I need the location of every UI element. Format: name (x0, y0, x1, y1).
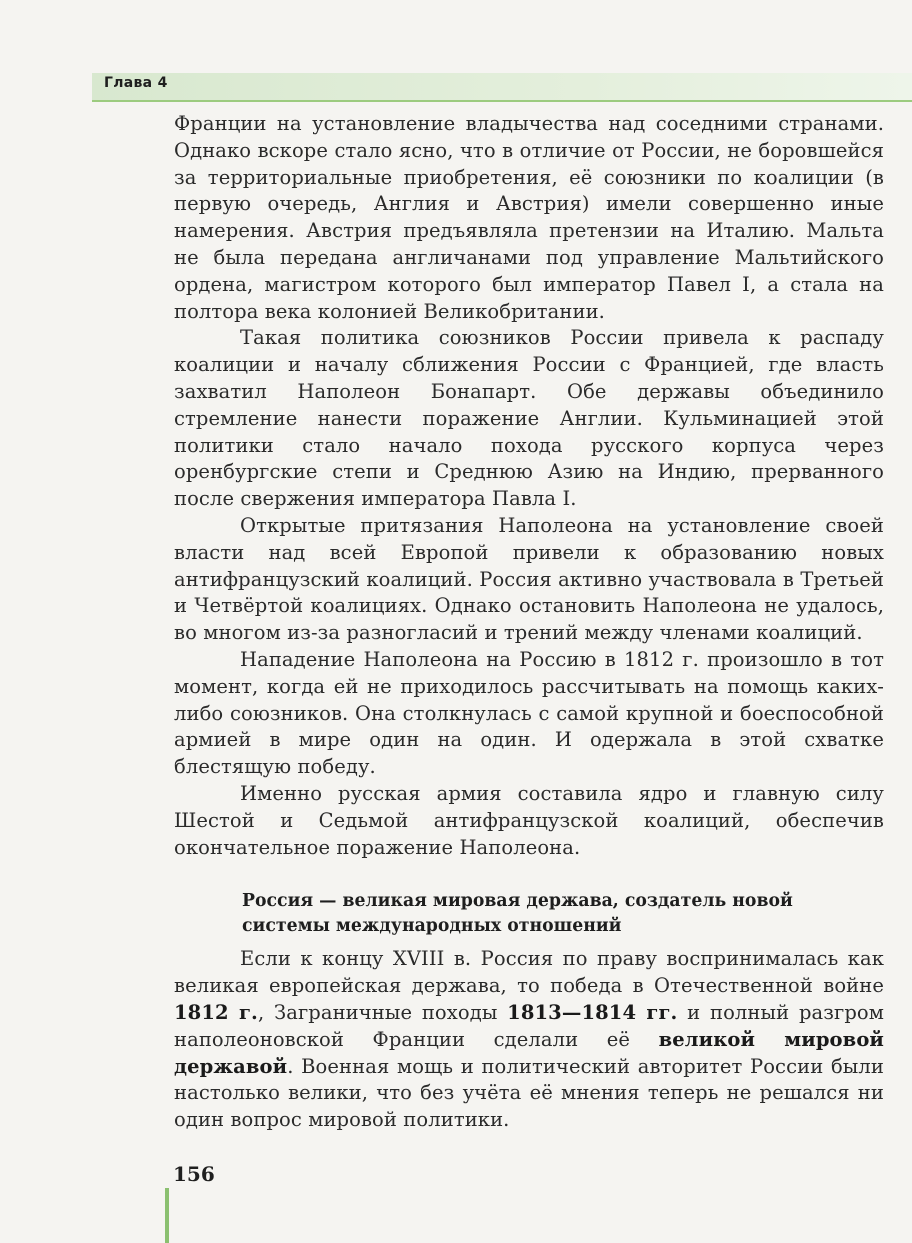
page-body (174, 111, 884, 1134)
page-number: 156 (173, 1162, 215, 1186)
paragraph-5: Именно русская армия составила ядро и главную силу Шестой и Седьмой антифранцузской коалиций, обеспечив окончательное поражение Наполеона. (174, 781, 884, 859)
bold-year-1812: 1812 г. (174, 1000, 258, 1024)
section-text-2: , Заграничные походы (257, 1000, 508, 1024)
paragraph-4: Нападение Наполеона на Россию в 1812 г. произошло в тот момент, когда ей не приходилось рассчитывать на помощь каких-либо союзников. Она столкнулась с самой крупной и боеспособной армией в мире один на один. И одержала в этой схватке блестящую победу. (174, 647, 884, 779)
section-heading-line-2: системы международных отношений (242, 916, 622, 937)
section-heading-line-1: Россия — великая мировая держава, создатель новой (242, 891, 793, 912)
chapter-header-band (92, 73, 912, 102)
section-text-3: и полный разгром наполеоновской Франции сделали её (174, 1000, 885, 1051)
margin-rule (165, 1188, 169, 1243)
bold-years-1813-1814: 1813—1814 гг. (507, 1000, 678, 1024)
paragraph-1: Франции на установление владычества над соседними странами. Однако вскоре стало ясно, что в отличие от России, не боровшейся за территориальные приобретения, её союзники по коалиции (в первую очередь, Англия и Австрия) имели совершенно иные намерения. Австрия предъявляла претензии на Италию. Мальта не была передана англичанами под управление Мальтийского ордена, магистром которого был император Павел I, а стала на полтора века колонией Великобритании. (174, 112, 884, 323)
chapter-label: Глава 4 (104, 75, 168, 91)
section-text-4: . Военная мощь и политический авторитет России были настолько велики, что без учёта её мнения теперь не решался ни один вопрос мировой политики. (174, 1054, 884, 1132)
paragraph-2: Такая политика союзников России привела к распаду коалиции и началу сближения России с Францией, где власть захватил Наполеон Бонапарт. Обе державы объединило стремление нанести поражение Англии. Кульминацией этой политики стало начало похода русского корпуса через оренбургские степи и Среднюю Азию на Индию, прерванного после свержения императора Павла I. (174, 326, 884, 511)
paragraph-3: Открытые притязания Наполеона на установление своей власти над всей Европой привели к образованию новых антифранцузский коалиций. Россия активно участвовала в Третьей и Четвёртой коалициях. Однако остановить Наполеона не удалось, во многом из-за разногласий и трений между членами коалиций. (174, 513, 884, 645)
bold-world-power: великой мировой державой (174, 1027, 884, 1078)
section-paragraph (174, 946, 884, 1134)
section-heading (242, 889, 862, 939)
section-text-1: Если к концу XVIII в. Россия по праву воспринималась как великая европейская держава, то победа в Отечественной войне (174, 947, 884, 998)
